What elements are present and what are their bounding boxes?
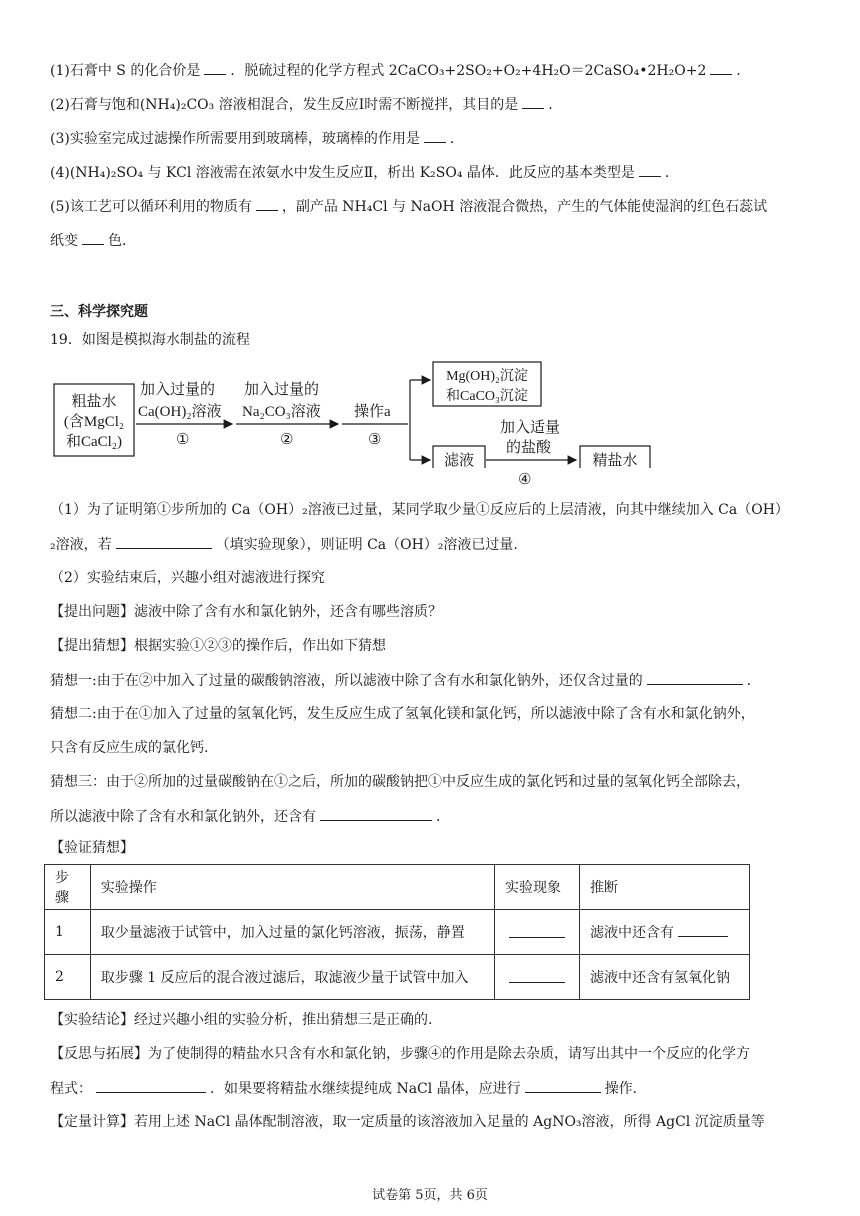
question-1	[50, 60, 750, 81]
guess-3-line-2	[50, 806, 450, 827]
quant-calc: 【定量计算】若用上述 NaCl 晶体配制溶液，取一定质量的该溶液加入足量的 AgNO₃溶液，所得 AgCl 沉淀质量等	[50, 1114, 765, 1130]
answer-blank[interactable]	[647, 670, 743, 685]
step1-label-1: 加入过量的	[140, 382, 216, 398]
answer-blank[interactable]	[82, 230, 104, 245]
step4-label-2: 的盐酸	[506, 440, 552, 456]
start-label-1: 粗盐水	[71, 394, 117, 410]
q4-text-2: ．	[664, 165, 679, 181]
cell-step: 1	[45, 910, 91, 955]
p1-text-2: （填实验现象），则证明 Ca（OH）₂溶液已过量.	[215, 537, 518, 553]
guess-3-end: ．	[436, 809, 450, 825]
header-operation: 实验操作	[90, 865, 494, 910]
answer-blank[interactable]	[424, 128, 446, 143]
reflect-line-2	[50, 1078, 637, 1099]
answer-blank[interactable]	[710, 60, 732, 75]
answer-blank[interactable]	[96, 1078, 206, 1093]
guess-3-line-1: 猜想三：由于②所加的过量碳酸钠在①之后，所加的碳酸钠把①中反应生成的氯化钙和过量的氢氧化钙全部除去，	[50, 774, 750, 790]
guess-1	[50, 670, 761, 691]
reflect-text-2: ．如果要将精盐水继续提纯成 NaCl 晶体，应进行	[210, 1081, 521, 1097]
answer-blank[interactable]	[525, 1078, 601, 1093]
q5-text-4: 色．	[108, 233, 136, 249]
cell-operation: 取少量滤液于试管中，加入过量的氯化钙溶液，振荡，静置	[90, 910, 494, 955]
verification-table	[44, 864, 750, 1000]
guess-2-line-2: 只含有反应生成的氯化钙.	[50, 740, 209, 756]
reflect-line-1: 【反思与拓展】为了使制得的精盐水只含有水和氯化钠，步骤④的作用是除去杂质，请写出其中一个反应的化学方	[50, 1046, 750, 1062]
cell-inference	[579, 910, 749, 955]
guess-3-text: 所以滤液中除了含有水和氯化钠外，还含有	[50, 809, 316, 825]
header-inference: 推断	[579, 865, 749, 910]
step3-num: ③	[368, 432, 382, 448]
step2-label-2: Na₂CO₃溶液	[242, 404, 321, 420]
step1-num: ①	[176, 432, 190, 448]
cell-phenomenon	[494, 955, 579, 1000]
q2-text-2: ．	[548, 97, 563, 113]
answer-blank[interactable]	[639, 162, 661, 177]
q2-text: (2)石膏与饱和(NH₄)₂CO₃ 溶液相混合，发生反应Ⅰ时需不断搅拌，其目的是	[50, 97, 519, 113]
q1-text: (1)石膏中 S 的化合价是	[50, 63, 201, 79]
answer-blank[interactable]	[522, 94, 544, 109]
q1-text-2: ．脱硫过程的化学方程式 2CaCO₃+2SO₂+O₂+4H₂O＝2CaSO₄•2H₂O+2	[230, 63, 707, 79]
p1-line-1: （1）为了证明第①步所加的 Ca（OH）₂溶液已过量，某同学取少量①反应后的上层清液，向其中继续加入 Ca（OH）	[50, 502, 789, 518]
p1-text: ₂溶液，若	[50, 537, 112, 553]
step2-label-1: 加入过量的	[244, 382, 320, 398]
step3-label: 操作a	[354, 404, 391, 420]
step4-label-1: 加入适量	[500, 420, 561, 436]
guess-2-line-1: 猜想二:由于在①加入了过量的氢氧化钙，发生反应生成了氢氧化镁和氯化钙，所以滤液中除了含有水和氯化钠外，	[50, 706, 755, 722]
page-footer: 试卷第 5页，共 6页	[372, 1188, 488, 1203]
p2: （2）实验结束后，兴趣小组对滤液进行探究	[50, 570, 325, 586]
reflect-text: 程式：	[50, 1081, 92, 1097]
q5-text: (5)该工艺可以循环利用的物质有	[50, 199, 252, 215]
answer-blank[interactable]	[509, 968, 565, 983]
hypothesis-intro: 【提出猜想】根据实验①②③的操作后，作出如下猜想	[50, 638, 386, 654]
answer-blank[interactable]	[204, 60, 226, 75]
q4-text: (4)(NH₄)₂SO₄ 与 KCl 溶液需在浓氨水中发生反应Ⅱ，析出 K₂SO₄ 晶体．此反应的基本类型是	[50, 165, 635, 181]
cell-operation: 取步骤 1 反应后的混合液过滤后，取滤液少量于试管中加入	[90, 955, 494, 1000]
answer-blank[interactable]	[678, 922, 728, 937]
section-title: 三、科学探究题	[50, 304, 148, 320]
step1-label-2: Ca(OH)₂溶液	[138, 404, 222, 420]
guess-1-end: ．	[746, 673, 761, 689]
filtrate-label: 滤液	[443, 453, 475, 468]
step4-num: ④	[518, 470, 532, 488]
question-4	[50, 162, 679, 183]
table-row	[45, 910, 750, 955]
product-label: 精盐水	[592, 453, 638, 468]
question-19: 19．如图是模拟海水制盐的流程	[50, 332, 250, 348]
start-label-3: 和CaCl₂)	[65, 434, 123, 450]
cell-inference: 滤液中还含有氢氧化钠	[579, 955, 749, 1000]
answer-blank[interactable]	[320, 806, 432, 821]
question-2	[50, 94, 562, 115]
header-phenomenon: 实验现象	[494, 865, 579, 910]
answer-blank[interactable]	[256, 196, 278, 211]
q3-text: (3)实验室完成过滤操作所需要用到玻璃棒，玻璃棒的作用是	[50, 131, 420, 147]
precip-label-2: 和CaCO₃沉淀	[446, 389, 528, 404]
verify-heading: 【验证猜想】	[50, 840, 134, 856]
inference-text: 滤液中还含有	[589, 925, 674, 941]
cell-phenomenon	[494, 910, 579, 955]
question-5-cont	[50, 230, 136, 251]
reflect-text-3: 操作.	[604, 1081, 638, 1097]
q1-text-3: ．	[736, 63, 751, 79]
question-5	[50, 196, 767, 217]
cell-step: 2	[45, 955, 91, 1000]
q3-text-2: ．	[449, 131, 464, 147]
q5-text-2: ，副产品 NH₄Cl 与 NaOH 溶液混合微热，产生的气体能使湿润的红色石蕊试	[281, 199, 768, 215]
p1-line-2	[50, 534, 518, 555]
start-label-2: (含MgCl₂	[63, 414, 125, 430]
precip-label-1: Mg(OH)₂沉淀	[446, 369, 528, 384]
problem-statement: 【提出问题】滤液中除了含有水和氯化钠外，还含有哪些溶质？	[50, 604, 442, 620]
table-header-row	[45, 865, 750, 910]
table-row	[45, 955, 750, 1000]
header-step: 步骤	[45, 865, 91, 910]
step2-num: ②	[280, 432, 294, 448]
conclusion: 【实验结论】经过兴趣小组的实验分析，推出猜想三是正确的.	[50, 1012, 433, 1028]
answer-blank[interactable]	[509, 923, 565, 938]
q5-text-3: 纸变	[50, 233, 78, 249]
flow-diagram	[50, 360, 670, 468]
question-3	[50, 128, 464, 149]
answer-blank[interactable]	[116, 534, 212, 549]
guess-1-text: 猜想一:由于在②中加入了过量的碳酸钠溶液，所以滤液中除了含有水和氯化钠外，还仅含过量的	[50, 673, 643, 689]
